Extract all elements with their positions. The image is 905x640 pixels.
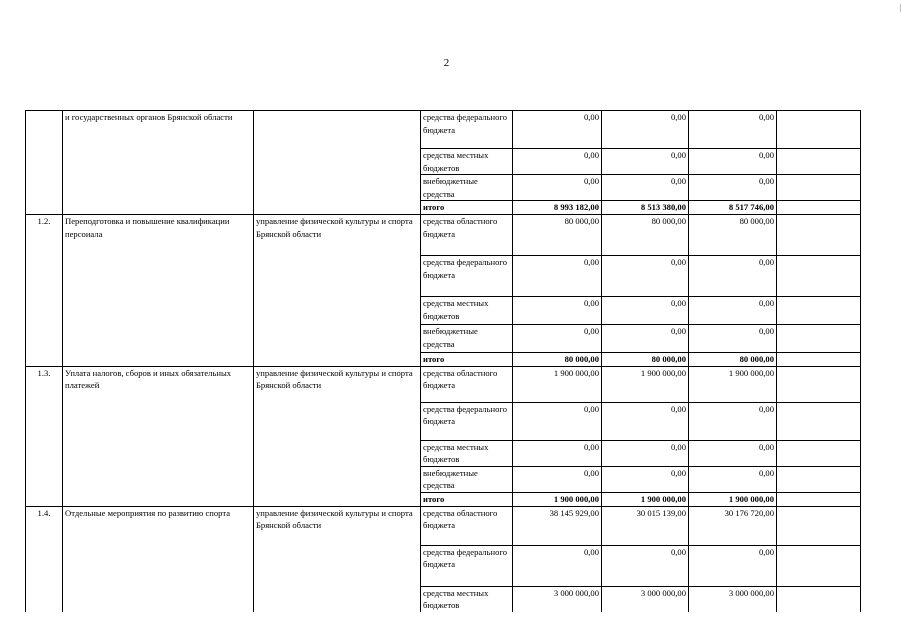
amount-year-2: 0,00 bbox=[602, 466, 689, 492]
funding-source: итого bbox=[421, 352, 513, 366]
budget-table-body bbox=[26, 111, 861, 612]
item-name: Отдельные мероприятия по развитию спорта bbox=[63, 506, 254, 612]
empty-cell bbox=[777, 111, 861, 149]
amount-year-1: 0,00 bbox=[513, 440, 602, 466]
scan-edge-mark bbox=[900, 4, 901, 12]
amount-year-3: 0,00 bbox=[689, 255, 777, 296]
funding-source: внебюджетные средства bbox=[421, 175, 513, 201]
empty-cell bbox=[777, 492, 861, 506]
table-row bbox=[26, 506, 861, 545]
amount-year-2: 0,00 bbox=[602, 296, 689, 324]
amount-year-1: 0,00 bbox=[513, 149, 602, 175]
amount-year-3: 0,00 bbox=[689, 296, 777, 324]
empty-cell bbox=[777, 506, 861, 545]
amount-year-2: 30 015 139,00 bbox=[602, 506, 689, 545]
amount-year-1: 0,00 bbox=[513, 296, 602, 324]
funding-source: средства федерального бюджета bbox=[421, 255, 513, 296]
item-executor: управление физической культуры и спорта Брянской области bbox=[254, 506, 421, 612]
item-name: Уплата налогов, сборов и иных обязательных платежей bbox=[63, 366, 254, 506]
amount-year-2: 80 000,00 bbox=[602, 352, 689, 366]
amount-year-2: 1 900 000,00 bbox=[602, 366, 689, 402]
amount-year-1: 0,00 bbox=[513, 402, 602, 440]
amount-year-3: 3 000 000,00 bbox=[689, 586, 777, 612]
amount-year-2: 0,00 bbox=[602, 255, 689, 296]
empty-cell bbox=[777, 324, 861, 352]
amount-year-1: 38 145 929,00 bbox=[513, 506, 602, 545]
amount-year-1: 1 900 000,00 bbox=[513, 366, 602, 402]
empty-cell bbox=[777, 366, 861, 402]
empty-cell bbox=[777, 586, 861, 612]
empty-cell bbox=[777, 201, 861, 215]
amount-year-3: 0,00 bbox=[689, 111, 777, 149]
empty-cell bbox=[777, 440, 861, 466]
amount-year-2: 0,00 bbox=[602, 402, 689, 440]
empty-cell bbox=[777, 149, 861, 175]
funding-source: средства местных бюджетов bbox=[421, 296, 513, 324]
funding-source: средства федерального бюджета bbox=[421, 545, 513, 586]
amount-year-2: 0,00 bbox=[602, 545, 689, 586]
amount-year-2: 0,00 bbox=[602, 324, 689, 352]
item-number: 1.2. bbox=[26, 214, 63, 366]
item-executor: управление физической культуры и спорта Брянской области bbox=[254, 214, 421, 366]
amount-year-2: 0,00 bbox=[602, 175, 689, 201]
item-number: 1.4. bbox=[26, 506, 63, 612]
funding-source: средства областного бюджета bbox=[421, 506, 513, 545]
funding-source: итого bbox=[421, 492, 513, 506]
empty-cell bbox=[777, 175, 861, 201]
amount-year-3: 80 000,00 bbox=[689, 214, 777, 255]
amount-year-3: 0,00 bbox=[689, 440, 777, 466]
empty-cell bbox=[777, 545, 861, 586]
amount-year-3: 0,00 bbox=[689, 175, 777, 201]
table-row bbox=[26, 111, 861, 149]
empty-cell bbox=[777, 214, 861, 255]
amount-year-3: 0,00 bbox=[689, 466, 777, 492]
item-number: 1.3. bbox=[26, 366, 63, 506]
amount-year-2: 3 000 000,00 bbox=[602, 586, 689, 612]
amount-year-2: 0,00 bbox=[602, 111, 689, 149]
empty-cell bbox=[777, 402, 861, 440]
amount-year-3: 1 900 000,00 bbox=[689, 492, 777, 506]
funding-source: средства федерального бюджета bbox=[421, 111, 513, 149]
budget-table bbox=[25, 110, 861, 612]
amount-year-1: 0,00 bbox=[513, 255, 602, 296]
amount-year-1: 0,00 bbox=[513, 324, 602, 352]
amount-year-1: 8 993 182,00 bbox=[513, 201, 602, 215]
page-number: 2 bbox=[443, 57, 450, 69]
item-executor: управление физической культуры и спорта Брянской области bbox=[254, 366, 421, 506]
funding-source: средства местных бюджетов bbox=[421, 586, 513, 612]
amount-year-3: 1 900 000,00 bbox=[689, 366, 777, 402]
funding-source: внебюджетные средства bbox=[421, 324, 513, 352]
amount-year-3: 0,00 bbox=[689, 324, 777, 352]
empty-cell bbox=[777, 466, 861, 492]
table-row bbox=[26, 214, 861, 255]
funding-source: средства областного бюджета bbox=[421, 214, 513, 255]
funding-source: средства областного бюджета bbox=[421, 366, 513, 402]
amount-year-3: 0,00 bbox=[689, 149, 777, 175]
amount-year-3: 0,00 bbox=[689, 545, 777, 586]
amount-year-1: 80 000,00 bbox=[513, 214, 602, 255]
empty-cell bbox=[777, 352, 861, 366]
amount-year-2: 8 513 380,00 bbox=[602, 201, 689, 215]
amount-year-3: 80 000,00 bbox=[689, 352, 777, 366]
amount-year-3: 30 176 720,00 bbox=[689, 506, 777, 545]
amount-year-1: 1 900 000,00 bbox=[513, 492, 602, 506]
amount-year-3: 8 517 746,00 bbox=[689, 201, 777, 215]
item-executor bbox=[254, 111, 421, 215]
amount-year-1: 0,00 bbox=[513, 466, 602, 492]
amount-year-1: 0,00 bbox=[513, 111, 602, 149]
amount-year-1: 80 000,00 bbox=[513, 352, 602, 366]
amount-year-1: 0,00 bbox=[513, 175, 602, 201]
amount-year-2: 0,00 bbox=[602, 149, 689, 175]
empty-cell bbox=[777, 255, 861, 296]
empty-cell bbox=[777, 296, 861, 324]
amount-year-1: 0,00 bbox=[513, 545, 602, 586]
item-number bbox=[26, 111, 63, 215]
funding-source: средства местных бюджетов bbox=[421, 440, 513, 466]
amount-year-3: 0,00 bbox=[689, 402, 777, 440]
funding-source: средства федерального бюджета bbox=[421, 402, 513, 440]
table-row bbox=[26, 366, 861, 402]
amount-year-2: 0,00 bbox=[602, 440, 689, 466]
item-name: и государственных органов Брянской области bbox=[63, 111, 254, 215]
funding-source: итого bbox=[421, 201, 513, 215]
funding-source: средства местных бюджетов bbox=[421, 149, 513, 175]
amount-year-1: 3 000 000,00 bbox=[513, 586, 602, 612]
funding-source: внебюджетные средства bbox=[421, 466, 513, 492]
amount-year-2: 80 000,00 bbox=[602, 214, 689, 255]
amount-year-2: 1 900 000,00 bbox=[602, 492, 689, 506]
item-name: Переподготовка и повышение квалификации персоиала bbox=[63, 214, 254, 366]
